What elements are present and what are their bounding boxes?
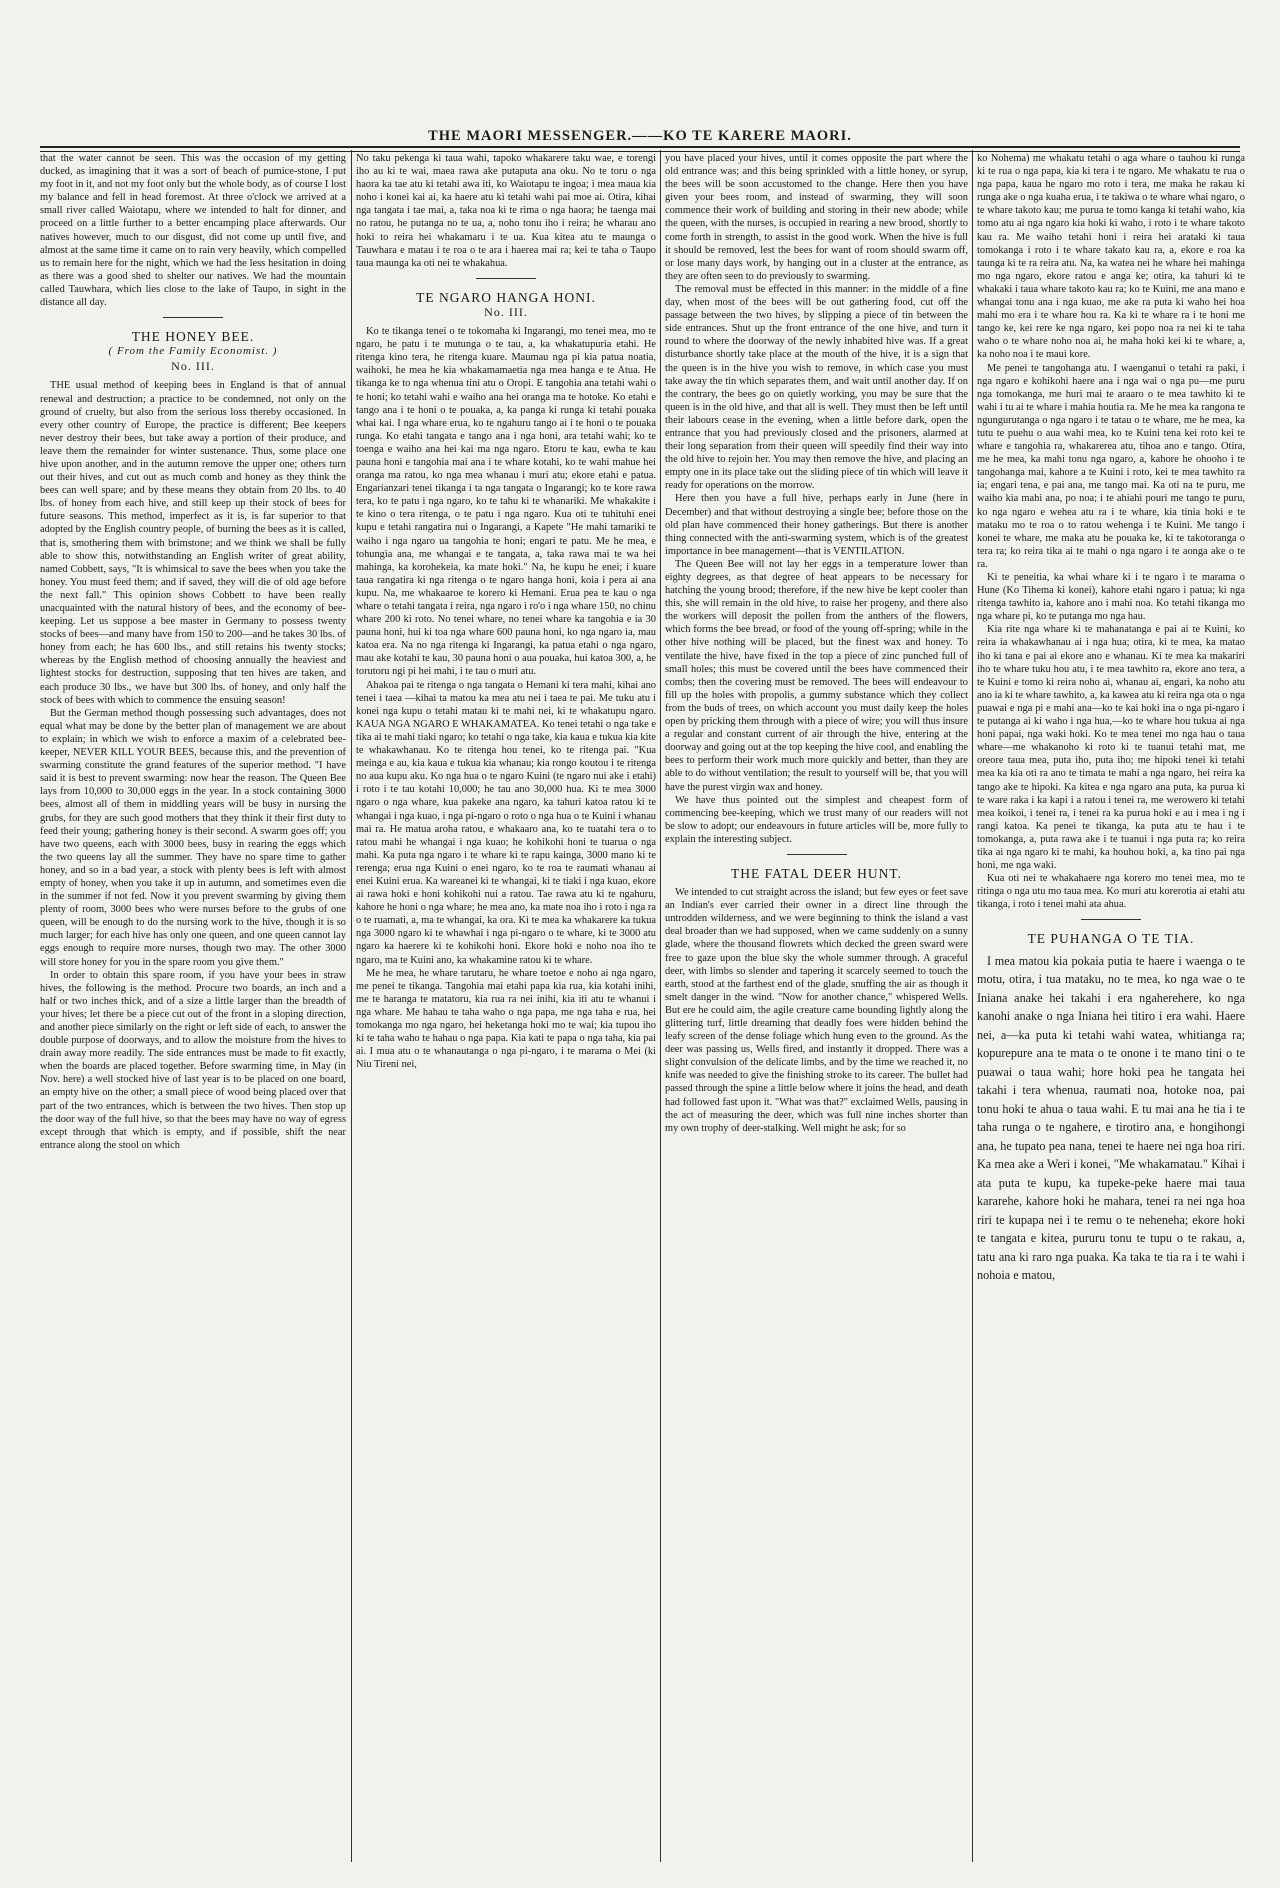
- article-title: THE HONEY BEE.: [131, 329, 255, 345]
- paragraph: No taku pekenga ki taua wahi, tapoko whakarere taku wae, e torengi iho au ki te wai, maea rawa ake putaputa ana oku. No te toru o nga haora ka tae atu ki tetahi awa iti, ko Waiotapu te ingoa; i mea maua kia noho i konei kai ai, ka haere atu ki tetahi wahi pai moe ai. Otira, kihai nga tangata i tae mai, a, taka noa ki te rima o nga haora; he taenga mai no ratou, he putanga no te ua, a, noho tonu iho i reira; he wharau ano hoki to reira hei whakamaru i te ua. Kua kitea atu te maunga o Tauwhara e matau i te roa o te ara i haerea mai ra; kei te taha o Taupo taua maunga ka oti nei te whakahua.: [356, 153, 656, 269]
- paragraph: Ko te tikanga tenei o te tokomaha ki Ingarangi, mo tenei mea, mo te ngaro, he patu i te mutunga o te tau, a, ka whakatupuria etahi. He ritenga kino tera, he ritenga kuare. Maumau nga pi kia patua noatia, waihoki, he mea he kia whakamamaetia nga mea hanga e te Atua. He tikanga ke to nga whenua tini atu o Oropi. E tangohia ana tetahi wahi o te honi; ko tetahi wahi e waiho ana hei oranga ma te hotoke. Ko etahi e tango ana i te honi o te pouaka, a, ka panga ki runga ki tetahi pouaka whai kai. I nga whare erua, ko te ngahuru tango ai i te honi o te pouaka runga. Ko etahi tangata e tango ana i nga honi, ara tetahi wahi; ko te toenga e waiho ana hei kai ma nga ngaro. Etoru te kau, ewha te kau pauna honi e tangohia mai ana i te whare kotahi, ko te wahi mahue hei oranga ma ratou, ko nga mea whanau i muri atu; ekore etahi e patua. Engarianzari tenei tikanga i ta nga tangata o Ingarangi; ko te kore rawa tera, ko te patu i nga ngaro, ko te tahu ki te whanariki. Me whakakite i te kino o tera ritenga, o te patu i nga ngaro. Kua oti te tuhituhi enei kupu e tetahi rangatira nui o Ingarangi, a Kapete "He mahi tamariki te waiho i nga ngaro ua tangohia te honi; engari te patu. Me he mea, e tohungia ana, me whangai e te tangata, a, taka rawa mai te wa hei mahinga, ka korohekeia, ka mate hoki." Na, he kupu he enei; i kuare taua rangatira ki nga ritenga o te ngaro hanga honi, koia i pera ai ana kupu. Na, me whakaaroe te korero ki Hemani. Erua pea te kau o nga whare o tetahi tangata i reira, nga ngaro i ro'o i nga whare 150, no chinu whare 200 ki roto. No tenei whare, no tenei whare ka tangohia e ia 30 pauna honi, hui ki toa nga whare 600 pauna honi, ko nga ngaro ia, mau katoa era. Na no nga ritenga ki Ingarangi, ka patua etahi o nga ngaro, mau ake kotahi te kau, 30 pauna honi o aua pouaka, hui katoa 300, a, he torutoru ngi pi hei mahi, i te tau o muri atu.: [356, 326, 656, 678]
- article-number: No. III.: [171, 359, 215, 374]
- column-2: [356, 152, 656, 1862]
- article-heading: [665, 867, 968, 880]
- paragraph: In order to obtain this spare room, if you have your bees in straw hives, the following is the method. Procure two boards, an inch and a half or two inches thick, and of a size a little larger than the breadth of your hives; let there be a piece cut out of the front in a sloping direction, and another piece similarly on the right or left side of each, to answer the double purpose of doorways, and to allow the moisture from the hives to drain away more readily. The side entrances must be made to fit exactly, when the boards are placed together. Before swarming time, in May (in Nov. here) a well stocked hive of last year is to be placed on one board, an empty hive on the other; a small piece of wood being placed over that part of the two entrances, which is between the two hives. Then stop up the door way of the full hive, so that the bees may have no way of egress except through that which is empty, and if possible, shift the near entrance along the stool on which: [40, 969, 346, 1151]
- paragraph: The removal must be effected in this manner: in the middle of a fine day, when most of the bees will be out gathering food, cut off the passage between the two hives, by slipping a piece of tin between the side entrances. Shut up the front entrance of the one hive, and turn it round to where the doorway of the newly inhabited hive was. If a great disturbance shortly take place at the mouth of the hive, it is a sign that the queen is in the hive you wish to remove, in which case you must take away the tin which separates them, and wait until another day. If on the contrary, the bees go on quietly working, you may be sure that the queen is in the old hive, and that all is well. They must then be left until their labours cease in the evening, when a little before dark, open the entrance that you had previously closed and the prisoners, alarmed at their long separation from their queen will speedily find their way into the old hive to rejoin her. You may then remove the hive, and placing an empty one in its place take out the sliding piece of tin which will leave it ready for operations on the morrow.: [665, 283, 968, 492]
- article-title: TE PUHANGA O TE TIA.: [1027, 931, 1195, 947]
- paragraph: Kua oti nei te whakahaere nga korero mo tenei mea, mo te ritinga o nga utu mo taua mea. Ko muri atu korerotia ai etahi atu tikanga, i roto i tenei mahi ata ahua.: [977, 873, 1245, 911]
- paragraph: We have thus pointed out the simplest and cheapest form of commencing bee-keeping, which we trust many of our readers will not be slow to adopt; our endeavours in future articles will be, more fully to explain the interesting subject.: [665, 794, 968, 845]
- paragraph: ko Nohema) me whakatu tetahi o aga whare o tauhou ki runga ki te rua o nga papa, kia ki tera i te ngaro. Me whakatu te rua o nga papa, kaua he ngaro mo roto i tera, me maka he rakau ki runga ake o nga kuaha erua, i te takiwa o te whare whai ngaro, o te whare takoto kau; me purua te tomo kanga ki tetahi waho, kia tomo atu ai nga ngaro kia hoki ki waho, i roto i te whare takoto kau ra. Me waiho tetahi honi i reira hei arataki ki taua tomokanga i roto i te whare takato kau ra, a, ekore e roa ka taunga ki te ra reira atu. Na, ka watea nei he whare hei mahinga mo nga ngaro, ekore ratou e anga ke; otira, ka tahuri ki te whakaki i taua whare takoto kau ra; ko te Kuini, me ana mano e whangai tonu ana i nga kuao, me ake ra puta ki waho hei hoa mahi mo era i te whare hou ra. Ka ki te whare ra i te honi me tango ke, kei rere ke nga ngaro, kei popo noa ra nei ki te taha waho o te whare noho noa ai, he maha hoki kei ki te whare, a, ka noho noa i te maui kore.: [977, 153, 1245, 361]
- paragraph: you have placed your hives, until it comes opposite the part where the old entrance was; and this being sprinkled with a little honey, or syrup, the bees will be soon accustomed to the change. Here then you have given your bees room, and instead of swarming, they will soon commence their work of building and storing in their new abode; while the queen, with the nurses, is occupied in rearing a new brood, shortly to come forth in strength, to assist in the good work. When the hive is full it should be removed, lest the bees for want of room should swarm off, or lose many days work, by hanging out in a cluster at the entrance, as they are often seen to do previously to swarming.: [665, 153, 968, 282]
- paragraph: THE usual method of keeping bees in England is that of annual renewal and destruction; a practice to be condemned, not only on the ground of cruelty, but also from the serious loss thereby occasioned. In every other country of Europe, the practice is different; Bee keepers never destroy their bees, but take away a portion of their produce, and leave them the remainder for winter sustenance. Thus, some place one hive upon another, and in the autumn remove the upper one; others turn out their hives, and cut out as much comb and honey as they think the bees can well spare; and by these means they obtain from 20 lbs. to 40 lbs. of honey from each hive, and still keep up their stock of bees for future seasons. This method, imperfect as it is, is far superior to that adopted by the English country people, of burning the bees as it is called, that is, smothering them with brimstone; and we think we shall be fully able to show this, notwithstanding an English writer of great ability, named Cobbett, says, "It is whimsical to save the bees when you take the honey. You must feed them; and if saved, they will die of old age before the next fall." This opinion shows Cobbett to have been really unacquainted with the natural history of bees, and the economy of bee-keeping. Let us suppose a bee master in Germany to possess twenty stocks of bees—and many have from 150 to 200—and he takes 30 lbs. of honey from each; he has 600 lbs., and still retains his twenty stocks; whereas by the English method of choosing annually the heaviest and lightest stocks for destruction, supposing that ten hives are taken, and each produce 30 lbs., we have but 300 lbs. of honey, and only half the stock of bees with which to commence the ensuing season!: [40, 380, 346, 706]
- article-heading: [40, 330, 346, 373]
- paragraph: I mea matou kia pokaia putia te haere i waenga o te motu, otira, i tua mataku, no te mea, ko nga wae o te Iniana anake hei takahi i era ngaherehere, ko nga kanohi anake o nga Iniana hei titiro i era wahi. Haere nei, a—ka puta ki tetahi wahi watea, whitianga ra; kopurepure ana te mata o te onone i te mano tini o te puawai o taua wahi; hore hoki pea he tangata hei takahi i tera whenua, raumati noa, hotoke noa, pai tonu hoki te ahua o taua wahi. E tu mai ana he tia i te taha runga o te ngahere, e tirotiro ana, e hongihongi ana, he tupato pea nana, tenei te haere nei nga hoa riri. Ka mea ake a Weri i konei, "Me whakamatau." Kihai i ata puta te kupu, ka tupeke-peke haere mai taua kararehe, kahore hoki he mahara, tenei ra nei nga hoa riri te kupapa nei i te remu o te neheneha; ekore hoki te tangata e kitea, pururu tonu te tupu o te rakau, a, tatu ana ki raro nga puaka. Ka taka te tia ra i te wahi i nohoia e matou,: [977, 953, 1245, 1283]
- section-rule: [163, 317, 223, 318]
- section-rule: [476, 278, 536, 279]
- paragraph: The Queen Bee will not lay her eggs in a temperature lower than eighty degrees, as that degree of heat appears to be necessary for hatching the young brood; therefore, if the new hive be kept cooler than this, she will remain in the old hive, to raise her progeny, and there also the workers will deposit the pollen from the anthers of the flowers, which forms the bee bread, or food of the young off-spring; while in the other hive nothing will be placed, but the finest wax and honey. To ventilate the hive, have fixed in the top a piece of zinc punched full of small holes; this must be covered until the bees have commenced their combs; then the covering must be removed. The bees will endeavour to fill up the holes with propolis, a gummy substance which they collect from the buds of trees, on which account you must daily keep the holes open by pricking them through with a piece of wire; you will thus insure a regular and constant current of air through the hive, entering at the doorway and going out at the top keeping the hive cool, and enabling the bees to perform their work much more quickly and better, than they are able to do without ventilation; the result to yourself will be, that you will have the purest virgin wax and honey.: [665, 558, 968, 793]
- paragraph: Me he mea, he whare tarutaru, he whare toetoe e noho ai nga ngaro, me penei te tikanga. Tangohia mai etahi papa kia rua, kia kotahi inihi, me te haranga te matatoru, kia rua ra nei inihi, kia iti atu te whanui i nga whare. Me hahau te taha waho o nga papa, me nga taha e rua, hei tomokanga mo nga ngaro, hei heketanga hoki mo te wai; kia tupou iho ki te taha waho te hahau o nga papa. Kia kati te papa o nga taha, kia pai ai. I mua atu o te whanautanga o nga pi-ngaro, i te marama o Mei (ki Niu Tireni nei,: [356, 967, 656, 1071]
- paragraph: Here then you have a full hive, perhaps early in June (here in December) and that without destroying a single bee; before those on the old plan have commenced their honey gatherings. But there is another thing connected with the anti-swarming system, which is of the greatest importance in bee management—that is VENTILATION.: [665, 493, 968, 557]
- paragraph: that the water cannot be seen. This was the occasion of my getting ducked, as imagining that it was a sort of beach of pumice-stone, I put my foot in it, and not my foot only but the whole body, as of course I lost my balance and fell in head foremost. At three o'clock we arrived at a small river called Waiotapu, where we intended to halt for dinner, and proceed on a little further to a better encamping place afterwards. Our natives however, much to our disgust, did not come up until five, and almost at the same time it came on to rain very heavily, which compelled us to remain here for the night, which we had the less hesitation in doing as there was a good shed to shelter our natives. We had the mountain called Tauwhara, which lies close to the lake of Taupo, in sight in the distance all day.: [40, 153, 346, 309]
- column-divider: [972, 150, 973, 1862]
- section-rule: [1081, 919, 1141, 920]
- paragraph: Kia rite nga whare ki te mahanatanga e pai ai te Kuini, ko reira ia whakawhanau ai i nga hua; otira, ki te mea, ka matao iho ki tana e pai ai ekore ano e whanau. Ki te mea ka makariri iho te whare tuku hou atu, i te mea tawhito ra, ekore ano tera, a te Kuini e tomo ki reira noho ai, whanau ai, engari, ka noho atu ano ia ki te whare tawhito, a, ka kawea atu ki reira nga ota o nga puawai e nga pi e mahi ana—ko te kai hoki ina o nga pi-ngaro i te putanga ai ki waho i nga hua,—ko te whare hou tukua ai nga honi papai, nga waki hoki. Ko te mea tenei mo nga hau o taua whare—me whakanoho ki roto ki te tuanui tetahi mat, me oreore taua mea, puta iho, puta iho; me hipoki tenei ki tetahi mea ka kia oti ra ano te timata te mahi a nga ngaro, hei reira ka tango ake te hipoki. Ka kitea e nga ngaro ana puta, ka purua ki te ware raka i ka kapi i a ratou i tenei ra, me werowero ki tetahi mea koikoi, i tenei ra, i tenei ra ka purua hoki e au i mea i ng i rangi katoa. Ka penei te tikanga, ka puta atu te hau i te tomokanga, a, puta rawa ake i te tuanui i nga puta ra; ko reira tika ai nga ngaro ki te mahi, ka houhou hoki, a, ka tino pai nga honi, me nga waki.: [977, 624, 1245, 872]
- article-title: THE FATAL DEER HUNT.: [731, 865, 902, 881]
- paragraph: Ki te peneitia, ka whai whare ki i te ngaro i te marama o Hune (Ko Tihema ki konei), kahore etahi ngaro i patua; ki nga ritenga tawhito ia, kahore ano i mahi noa. Ko tetahi tikanga mo nga whare pi, ko te putanga mo nga hau.: [977, 572, 1245, 623]
- masthead: THE MAORI MESSENGER.——KO TE KARERE MAORI.: [428, 128, 852, 144]
- article-heading: [356, 291, 656, 319]
- article-number: No. III.: [484, 304, 528, 319]
- section-rule: [787, 854, 847, 855]
- paragraph: Ahakoa pai te ritenga o nga tangata o Hemani ki tera mahi, kihai ano tenei i taea —kihai ta matou ka mea atu nei i taea te pai. Me tuku atu i konei nga kupu o tetahi matau ki te mahi nei, ki te whakatupu ngaro. KAUA NGA NGARO E WHAKAMATEA. Ko tenei tetahi o nga take e tika ai te mahi tiaki ngaro; ko tetahi o nga take, kia kaua e tukua kia kite te whakawhanau. Ko te ritenga hou tenei, ko te ritenga pai. "Kua meinga e au, kia kaua e tukua kia whanau; kia rongo koutou i te ritenga no aua kupu aku. Ko nga hua o te ngaro Kuini (te ngaro nui ake i etahi) i roto i te tau kotahi 10,000; he tau ano 30,000 hua. Ki te mea 3000 ngaro o nga whare, kua pakeke ana ngaro, ka tahuri katoa ratou ki te whangai i nga kuao, i nga pi-ngaro o roto o nga hua o te Kuini i whanau mai ra. He matua aroha ratou, e whakaaro ana, ko te tuatahi tera o to ratou mahi he whangai i nga kuao; he kohikohi honi te tuarua o nga mahi. Ka puta nga ngaro i te whare ki te rapu kainga, 3000 mano ki te rerenga; erua nga Kuini o enei ngaro, ko te roa te raumati whanau ai enei Kuini erua. Ka wareanei ki te whangai, ki te tiaki i nga kuao, ekore ai rawa hoki e honi kohikohi nui a ratou. Tae rawa atu ki te ngahuru, kahore he honi o nga whare; he mea ano, ka mate noa iho i roto i nga ra o te ruamati, a, ma te whangai, ka ora. Ki te mea ka whakarere ka tukua nga 3000 ngaro ki te whawhai i nga pi-ngaro o te whare, ki te 3000 atu ngaro ka haerere ki te kohikohi honi. Ekore hoki e noho noa iho te ngaro, ma te Kuini ano, ka whakamine ratou ki te whare.: [356, 679, 656, 966]
- column-4: [977, 152, 1245, 1862]
- paragraph: Me penei te tangohanga atu. I waenganui o tetahi ra paki, i nga ngaro e kohikohi haere ana i nga wai o nga pu—me puru nga tomokanga, me huri mai te araaro o te mea tawhito ki te wahi i tu ai te whare i mahia houtia ra. Me he mea ka rangona te ngungurutanga o nga ngaro i te tatau o te whare, me he mea, ka tutu te puehu o aua wahi mea, ko te Kuini tena kei roto kei te whare e tangohia ra, whakarerea atu, tihoa ano e tango. Otira, me he mea, ka mahi tonu nga ngaro, a, kahore he ohooho i te tangohanga mai, kahore a te Kuini i roto, kei te mea tawhito ra ia; engari tena, e pai ana, me tango mai. Ka oti na te puru, me waiho kia mahi ana, po noa; i te ahiahi pouri me tango te puru, ko nga ngaro e wehea atu ra i te whare, kia tinia hoki e te mataku mo te roa o to ratou wehenga i te Kuini. Me tango i konei te whare, me maka atu he pouaka ke, ki te takotoranga o tera ra; ko reira tika ai te mahi o nga ngaro i te aonga ake o te ra.: [977, 362, 1245, 570]
- article-source: ( From the Family Economist. ): [108, 345, 278, 358]
- article-heading: [977, 932, 1245, 945]
- paragraph: But the German method though possessing such advantages, does not equal what may be done by the better plan of management we are about to explain; in which we wish to enforce a maxim of a celebrated bee-keeper, NEVER KILL YOUR BEES, because this, and the prevention of swarming constitute the grand features of the superior method. "I have said it is best to prevent swarming: now hear the reason. The Queen Bee lays from 10,000 to 30,000 eggs in the year. In a stock containing 3000 bees, almost all of them in middling years will be busy in nursing the grubs, for they are such good mothers that they think it their first duty to feed their young; gathering honey is their second. A swarm goes off; you have two queens, each with 3000 bees, busy in rearing the eggs which the two queens lay all the summer. They have no spare time to gather honey, and so in a bad year, a stock with plenty bees is left with almost empty of honey, when you take it up in autumn, and sometimes even die in the summer if not fed. Now it you prevent swarming by giving them plenty of room, 3000 bees who were nurses before to the grubs of one queen, will be enough to do the nursing work to the hive, though it is so much larger; for each hive has only one queen, and one queen cannot lay eggs enough to require more nurses, though two may. The other 3000 will store honey for you in the spare room you give them.": [40, 707, 346, 968]
- paragraph: We intended to cut straight across the island; but few eyes or feet save an Indian's ever carried their owner in a direct line through the untrodden wilderness, and we were beginning to think the island a vast deal broader than we had supposed, when we came suddenly on a sunny glade, where the thousand flowrets which decked the green sward were free to gaze upon the blue sky the whole summer through. A graceful deer, with limbs so slender and tapering it scarcely seemed to touch the earth, stood at the farthest end of the glade, snuffing the air as though it smelt danger in the wind. "Now for another chance," whispered Wells. But ere he could aim, the agile creature came bounding lightly along the glittering turf, little dreaming that deadly foes were hidden behind the leafy screen of the dense foliage which hung even to the ground. As the deer was passing us, Wells fired, and instantly it dropped. There was a slight convulsion of the delicate limbs, and by the time we reached it, no knife was needed to give the finishing stroke to its career. The bullet had passed through the spine a little below where it joins the head, and death had followed fast upon it. "What was that?" exclaimed Wells, pausing in the act of measuring the deer, which was full nine inches shorter than my own trophy of deer-stalking. Well might he ask; for so: [665, 887, 968, 1134]
- column-3: [665, 152, 968, 1862]
- column-divider: [351, 150, 352, 1862]
- article-title: TE NGARO HANGA HONI.: [416, 289, 596, 305]
- column-divider: [660, 150, 661, 1862]
- column-1: [40, 152, 346, 1862]
